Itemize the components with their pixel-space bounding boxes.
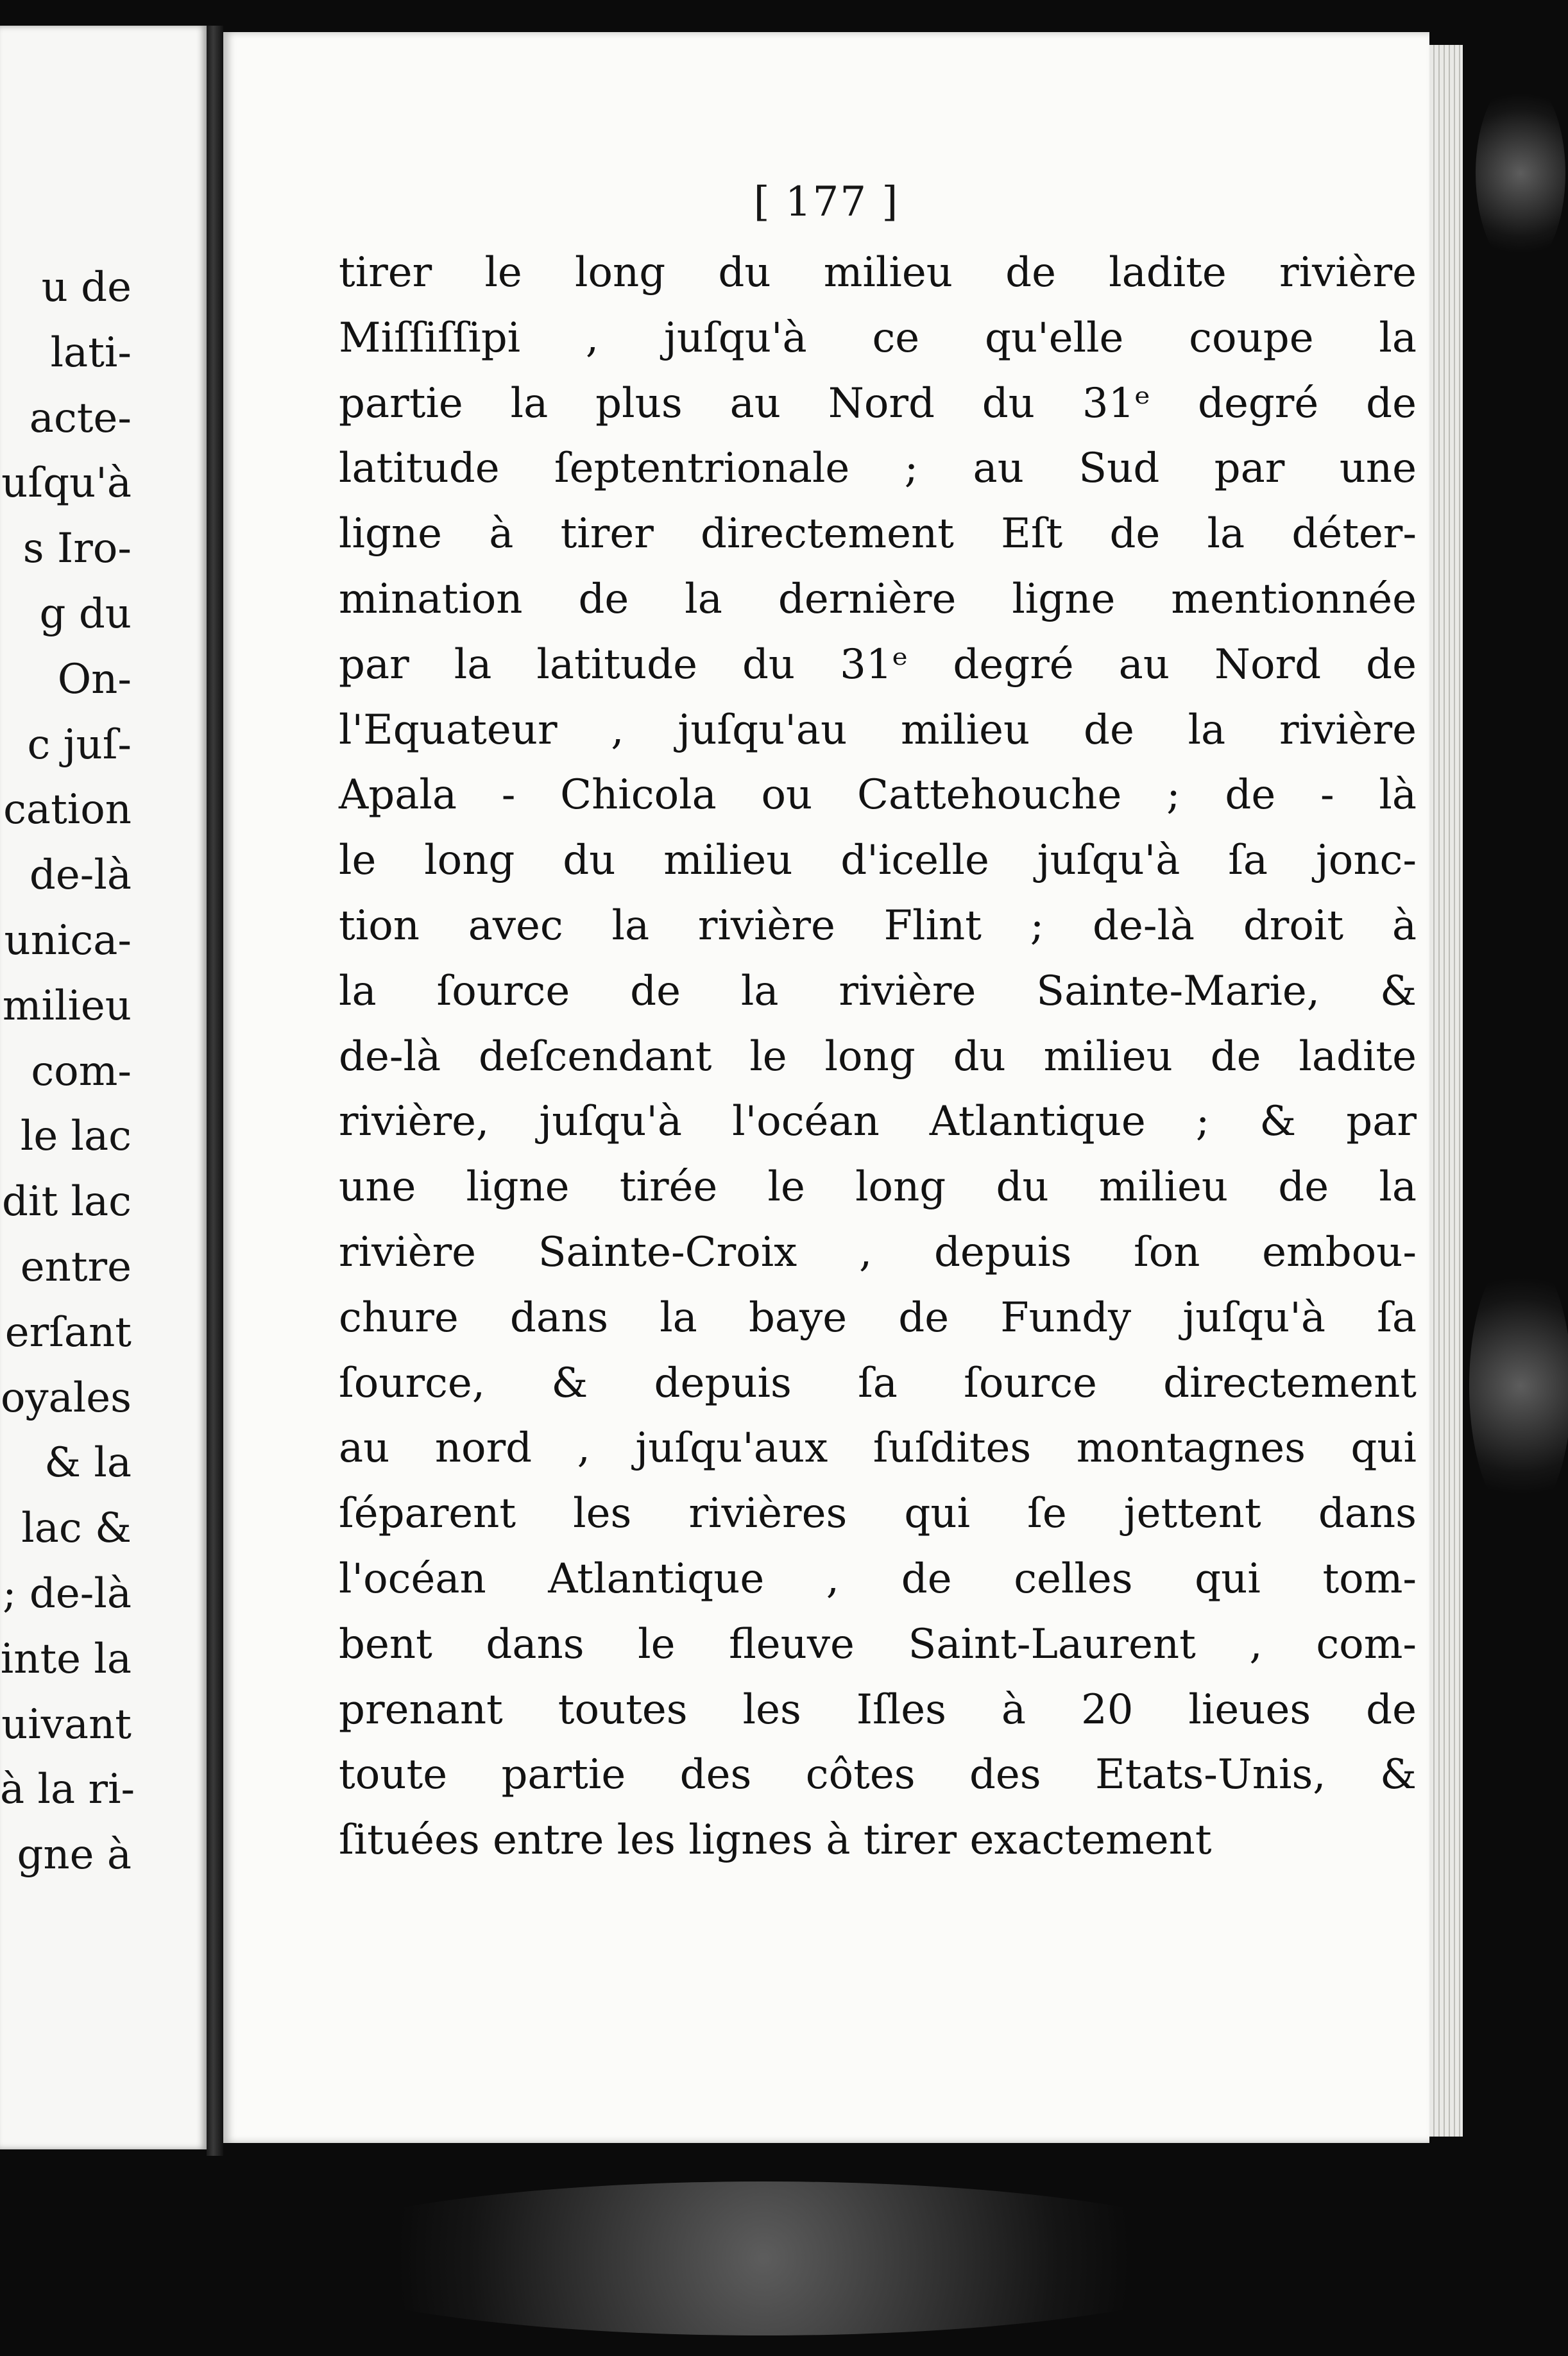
text-line: ſéparent les rivières qui ſe jettent dans: [339, 1490, 1417, 1538]
text-line: Miſſiſſipi , juſqu'à ce qu'elle coupe la: [339, 314, 1417, 362]
text-line: bent dans le fleuve Saint-Laurent , com-: [339, 1620, 1417, 1668]
fragment-line: g du: [39, 590, 132, 638]
fragment-line: oyales: [0, 1374, 132, 1422]
fragment-line: s Iro-: [22, 525, 132, 573]
text-line: prenant toutes les Iſles à 20 lieues de: [339, 1686, 1417, 1734]
fragment-line: uivant: [1, 1700, 132, 1748]
text-line: latitude ſeptentrionale ; au Sud par une: [339, 445, 1417, 493]
text-line: la ſource de la rivière Sainte-Marie, &: [339, 967, 1417, 1015]
fragment-line: unica-: [4, 916, 132, 964]
page-body-text: [339, 241, 1417, 1874]
fragment-line: acte-: [29, 394, 132, 442]
previous-page-fragment: [0, 26, 207, 2149]
text-line: l'Equateur , juſqu'au milieu de la rivière: [339, 706, 1417, 754]
fragment-line: cation: [3, 786, 132, 834]
text-line: de-là deſcendant le long du milieu de ladite: [339, 1032, 1417, 1080]
text-line: partie la plus au Nord du 31ᵉ degré de: [339, 379, 1417, 427]
fragment-line: le lac: [20, 1113, 132, 1161]
text-line: ligne à tirer directement Eſt de la déter-: [339, 510, 1417, 558]
previous-page-text: [0, 255, 135, 1888]
fragment-line: dit lac: [2, 1178, 132, 1226]
fragment-line: à la ri-: [0, 1766, 135, 1814]
fragment-line: milieu: [2, 982, 132, 1030]
background-stain: [282, 2181, 1245, 2335]
fragment-line: lati-: [50, 329, 132, 377]
text-line: le long du milieu d'icelle juſqu'à ſa jonc-: [339, 837, 1417, 885]
fragment-line: On-: [57, 655, 132, 703]
text-line: au nord , juſqu'aux ſuſdites montagnes qui: [339, 1424, 1417, 1472]
text-line: une ligne tirée le long du milieu de la: [339, 1163, 1417, 1211]
page-number: [ 177 ]: [753, 178, 899, 226]
fragment-line: c juſ-: [27, 721, 132, 769]
fragment-line: uſqu'à: [1, 459, 132, 508]
fragment-line: entre: [20, 1243, 132, 1291]
text-line: ſource, & depuis ſa ſource directement: [339, 1359, 1417, 1407]
fragment-line: de-là: [29, 851, 132, 900]
background-stain: [1469, 1251, 1568, 1521]
text-line: toute partie des côtes des Etats-Unis, &: [339, 1751, 1417, 1799]
text-line: rivière Sainte-Croix , depuis ſon embou-: [339, 1228, 1417, 1276]
background-stain: [1476, 77, 1565, 269]
fragment-line: lac &: [21, 1505, 132, 1553]
book-page: [223, 32, 1429, 2143]
text-line: mination de la dernière ligne mentionnée: [339, 575, 1417, 623]
book-gutter: [207, 26, 223, 2156]
text-line: par la latitude du 31ᵉ degré au Nord de: [339, 640, 1417, 688]
fragment-line: ; de-là: [3, 1569, 132, 1618]
text-line: ſituées entre les lignes à tirer exactement: [339, 1816, 1212, 1865]
fragment-line: gne à: [17, 1831, 132, 1879]
text-line: l'océan Atlantique , de celles qui tom-: [339, 1555, 1417, 1603]
page-edges: [1429, 45, 1463, 2137]
text-line: chure dans la baye de Fundy juſqu'à ſa: [339, 1293, 1417, 1342]
fragment-line: inte la: [0, 1635, 132, 1683]
text-line: tion avec la rivière Flint ; de-là droit à: [339, 901, 1417, 950]
text-line: rivière, juſqu'à l'océan Atlantique ; & par: [339, 1098, 1417, 1146]
text-line: Apala - Chicola ou Cattehouche ; de - là: [339, 771, 1417, 819]
fragment-line: u de: [41, 264, 132, 311]
fragment-line: erſant: [4, 1308, 132, 1356]
text-line: tirer le long du milieu de ladite rivière: [339, 249, 1417, 296]
fragment-line: & la: [44, 1439, 132, 1487]
fragment-line: com-: [31, 1047, 132, 1095]
